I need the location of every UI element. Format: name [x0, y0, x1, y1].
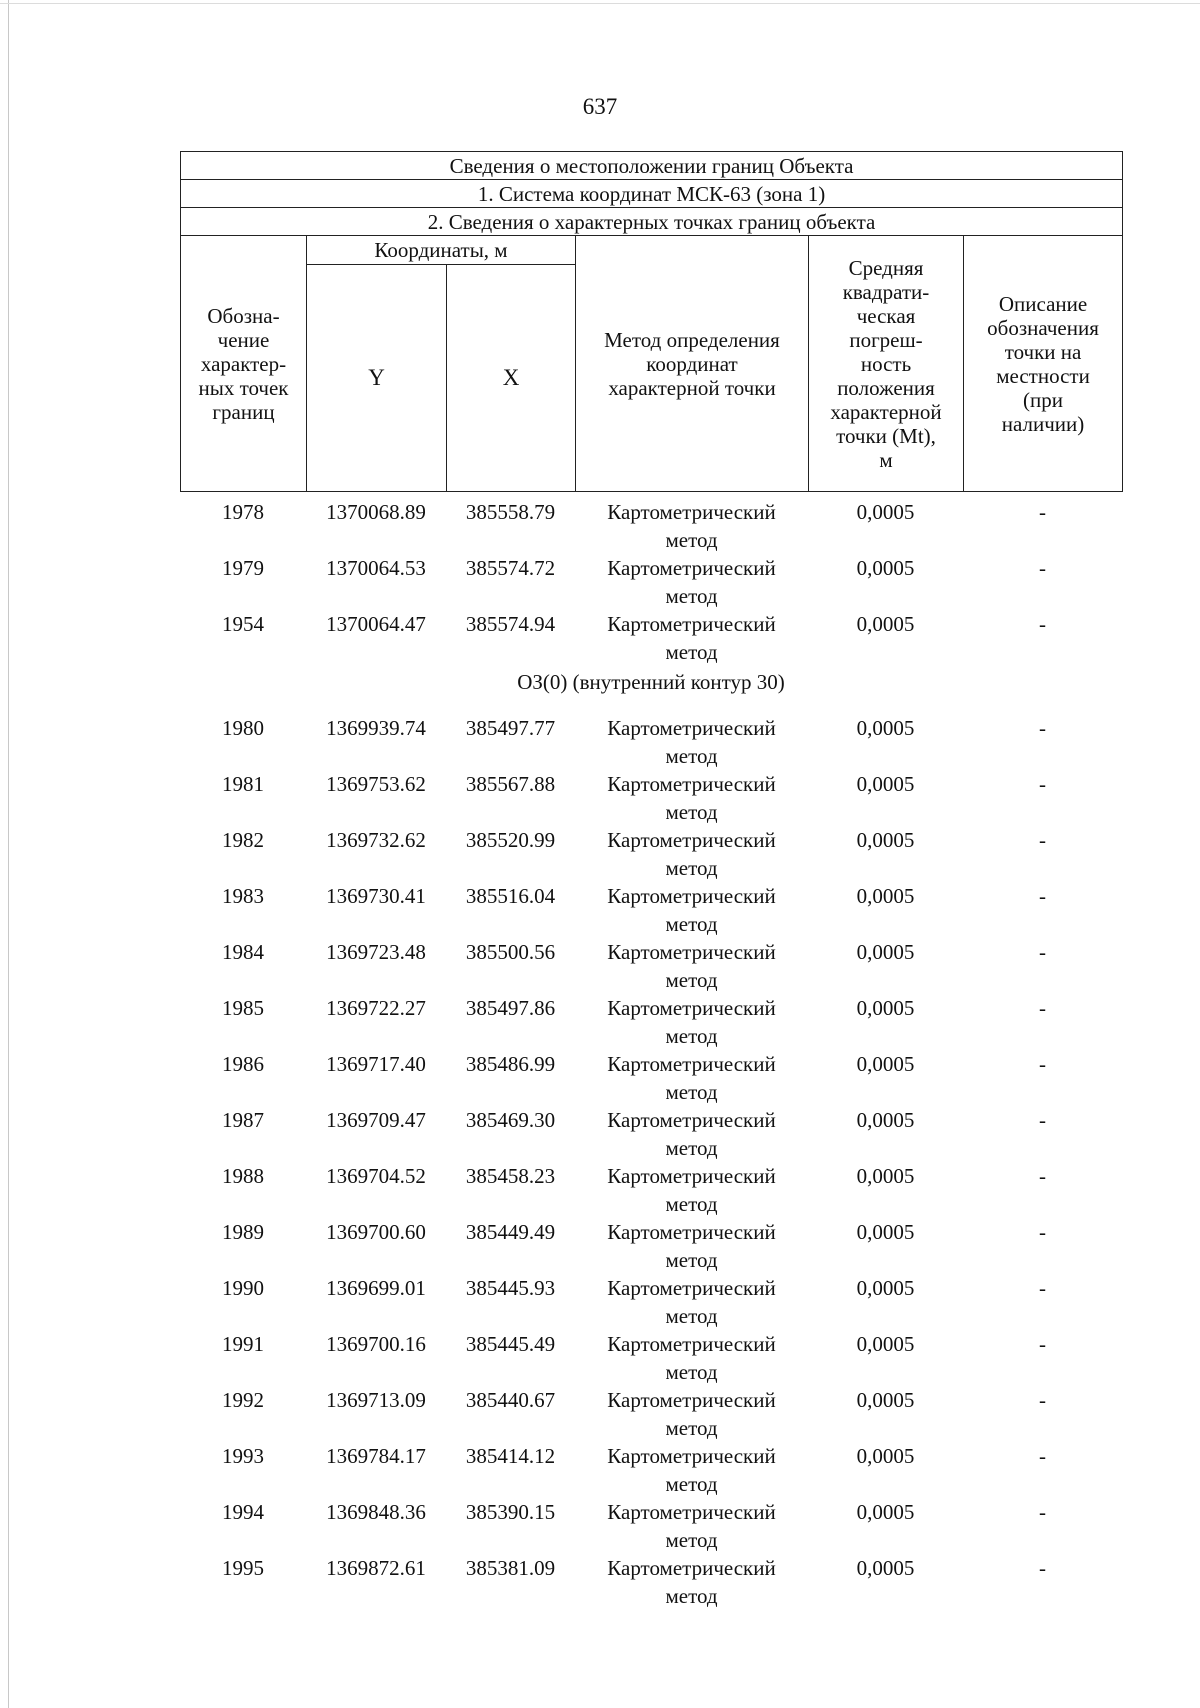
points-group-before	[180, 498, 1122, 666]
coord-y-cell: 1369723.48	[326, 940, 426, 964]
method-cell: Картометрический метод	[607, 1276, 776, 1328]
description-cell: -	[1039, 1220, 1046, 1244]
table-row	[180, 1442, 1122, 1498]
point-id-cell: 1985	[222, 996, 264, 1020]
error-cell: 0,0005	[856, 1332, 915, 1356]
error-cell: 0,0005	[856, 1220, 915, 1244]
error-cell: 0,0005	[856, 996, 915, 1020]
point-id-cell: 1980	[222, 716, 264, 740]
point-id-cell: 1979	[222, 556, 264, 580]
section-group	[180, 666, 1122, 714]
table-title: Сведения о местоположении границ Объекта	[181, 152, 1123, 180]
coord-y-cell: 1369722.27	[326, 996, 426, 1020]
point-id-cell: 1993	[222, 1444, 264, 1468]
point-id-cell: 1982	[222, 828, 264, 852]
method-cell: Картометрический метод	[607, 612, 776, 664]
points-group-after	[180, 714, 1122, 1610]
coord-x-cell: 385500.56	[465, 940, 556, 964]
point-id-cell: 1992	[222, 1388, 264, 1412]
point-id-cell: 1988	[222, 1164, 264, 1188]
method-cell: Картометрический метод	[607, 884, 776, 936]
method-cell: Картометрический метод	[607, 1164, 776, 1216]
table-row	[180, 554, 1122, 610]
table-row	[180, 1218, 1122, 1274]
description-cell: -	[1039, 1276, 1046, 1300]
coord-x-cell: 385567.88	[465, 772, 556, 796]
description-cell: -	[1039, 500, 1046, 524]
header-table	[180, 151, 1123, 492]
table-row	[180, 882, 1122, 938]
points-title: 2. Сведения о характерных точках границ объекта	[181, 208, 1123, 236]
error-cell: 0,0005	[856, 1052, 915, 1076]
error-cell: 0,0005	[856, 1500, 915, 1524]
table-row	[180, 1162, 1122, 1218]
col-coords-header: Координаты, м	[307, 236, 576, 265]
method-cell: Картометрический метод	[607, 716, 776, 768]
table-row	[180, 994, 1122, 1050]
table-row	[180, 1330, 1122, 1386]
description-cell: -	[1039, 1388, 1046, 1412]
coord-x-cell: 385516.04	[465, 884, 556, 908]
coord-y-cell: 1369713.09	[326, 1388, 426, 1412]
point-id-cell: 1984	[222, 940, 264, 964]
coord-y-cell: 1369732.62	[326, 828, 426, 852]
coord-x-cell: 385445.93	[465, 1276, 556, 1300]
coord-y-cell: 1369730.41	[326, 884, 426, 908]
description-cell: -	[1039, 1108, 1046, 1132]
point-id-cell: 1989	[222, 1220, 264, 1244]
error-cell: 0,0005	[856, 500, 915, 524]
table-row	[180, 1386, 1122, 1442]
description-cell: -	[1039, 1444, 1046, 1468]
description-cell: -	[1039, 1556, 1046, 1580]
error-cell: 0,0005	[856, 772, 915, 796]
error-cell: 0,0005	[856, 1164, 915, 1188]
coord-x-cell: 385558.79	[465, 500, 556, 524]
coord-y-cell: 1369848.36	[326, 1500, 426, 1524]
table-row	[180, 770, 1122, 826]
method-cell: Картометрический метод	[607, 828, 776, 880]
description-cell: -	[1039, 1332, 1046, 1356]
error-cell: 0,0005	[856, 1388, 915, 1412]
method-cell: Картометрический метод	[607, 556, 776, 608]
coord-system-title: 1. Система координат МСК-63 (зона 1)	[181, 180, 1123, 208]
coord-x-cell: 385390.15	[465, 1500, 556, 1524]
col-x-header: X	[447, 265, 576, 492]
description-cell: -	[1039, 884, 1046, 908]
point-id-cell: 1981	[222, 772, 264, 796]
description-cell: -	[1039, 556, 1046, 580]
error-cell: 0,0005	[856, 1276, 915, 1300]
description-cell: -	[1039, 716, 1046, 740]
description-cell: -	[1039, 940, 1046, 964]
section-label: ОЗ(0) (внутренний контур 30)	[517, 670, 785, 694]
point-id-cell: 1987	[222, 1108, 264, 1132]
coord-y-cell: 1369699.01	[326, 1276, 426, 1300]
error-cell: 0,0005	[856, 884, 915, 908]
error-cell: 0,0005	[856, 612, 915, 636]
coord-y-cell: 1369704.52	[326, 1164, 426, 1188]
table-row	[180, 1498, 1122, 1554]
method-cell: Картометрический метод	[607, 1052, 776, 1104]
method-cell: Картометрический метод	[607, 772, 776, 824]
description-cell: -	[1039, 996, 1046, 1020]
description-cell: -	[1039, 828, 1046, 852]
method-cell: Картометрический метод	[607, 1220, 776, 1272]
method-cell: Картометрический метод	[607, 1108, 776, 1160]
method-cell: Картометрический метод	[607, 940, 776, 992]
description-cell: -	[1039, 1052, 1046, 1076]
coord-x-cell: 385520.99	[465, 828, 556, 852]
method-cell: Картометрический метод	[607, 500, 776, 552]
coord-x-cell: 385574.94	[465, 612, 556, 636]
section-row	[180, 666, 1122, 714]
coord-x-cell: 385449.49	[465, 1220, 556, 1244]
table-row	[180, 714, 1122, 770]
description-cell: -	[1039, 1164, 1046, 1188]
coord-x-cell: 385458.23	[465, 1164, 556, 1188]
col-designation-header: Обозна- чение характер- ных точек границ	[181, 236, 307, 492]
error-cell: 0,0005	[856, 1444, 915, 1468]
table-row	[180, 1106, 1122, 1162]
coord-x-cell: 385497.77	[465, 716, 556, 740]
error-cell: 0,0005	[856, 716, 915, 740]
coord-y-cell: 1369939.74	[326, 716, 426, 740]
error-cell: 0,0005	[856, 1556, 915, 1580]
coord-y-cell: 1370068.89	[326, 500, 426, 524]
col-method-header: Метод определения координат характерной точки	[576, 236, 809, 492]
error-cell: 0,0005	[856, 940, 915, 964]
point-id-cell: 1990	[222, 1276, 264, 1300]
table-row	[180, 1554, 1122, 1610]
coord-y-cell: 1369700.16	[326, 1332, 426, 1356]
error-cell: 0,0005	[856, 828, 915, 852]
description-cell: -	[1039, 772, 1046, 796]
method-cell: Картометрический метод	[607, 1332, 776, 1384]
coord-x-cell: 385440.67	[465, 1388, 556, 1412]
col-y-header: Y	[307, 265, 447, 492]
point-id-cell: 1994	[222, 1500, 264, 1524]
col-error-header: Средняя квадрати- ческая погреш- ность положения характерной точки (Mt), м	[809, 236, 964, 492]
col-description-header: Описание обозначения точки на местности (при наличии)	[964, 236, 1123, 492]
point-id-cell: 1986	[222, 1052, 264, 1076]
coord-x-cell: 385497.86	[465, 996, 556, 1020]
coord-y-cell: 1369784.17	[326, 1444, 426, 1468]
coord-y-cell: 1369717.40	[326, 1052, 426, 1076]
point-id-cell: 1978	[222, 500, 264, 524]
description-cell: -	[1039, 1500, 1046, 1524]
point-id-cell: 1954	[222, 612, 264, 636]
error-cell: 0,0005	[856, 556, 915, 580]
coord-x-cell: 385445.49	[465, 1332, 556, 1356]
method-cell: Картометрический метод	[607, 1388, 776, 1440]
method-cell: Картометрический метод	[607, 1444, 776, 1496]
coord-x-cell: 385574.72	[465, 556, 556, 580]
table-row	[180, 826, 1122, 882]
point-id-cell: 1995	[222, 1556, 264, 1580]
coord-y-cell: 1370064.47	[326, 612, 426, 636]
table-row	[180, 1050, 1122, 1106]
description-cell: -	[1039, 612, 1046, 636]
table-row	[180, 1274, 1122, 1330]
table-row	[180, 938, 1122, 994]
coord-x-cell: 385381.09	[465, 1556, 556, 1580]
scan-edge-left	[8, 0, 9, 1708]
coord-y-cell: 1370064.53	[326, 556, 426, 580]
coord-y-cell: 1369709.47	[326, 1108, 426, 1132]
coord-x-cell: 385469.30	[465, 1108, 556, 1132]
points-table	[180, 498, 1122, 1610]
coord-y-cell: 1369872.61	[326, 1556, 426, 1580]
coord-y-cell: 1369753.62	[326, 772, 426, 796]
table-row	[180, 610, 1122, 666]
page-number: 637	[582, 94, 618, 119]
method-cell: Картометрический метод	[607, 1556, 776, 1608]
point-id-cell: 1991	[222, 1332, 264, 1356]
error-cell: 0,0005	[856, 1108, 915, 1132]
method-cell: Картометрический метод	[607, 996, 776, 1048]
coord-y-cell: 1369700.60	[326, 1220, 426, 1244]
coord-x-cell: 385486.99	[465, 1052, 556, 1076]
table-row	[180, 498, 1122, 554]
method-cell: Картометрический метод	[607, 1500, 776, 1552]
point-id-cell: 1983	[222, 884, 264, 908]
coord-x-cell: 385414.12	[465, 1444, 556, 1468]
scan-edge-top	[0, 3, 1200, 4]
